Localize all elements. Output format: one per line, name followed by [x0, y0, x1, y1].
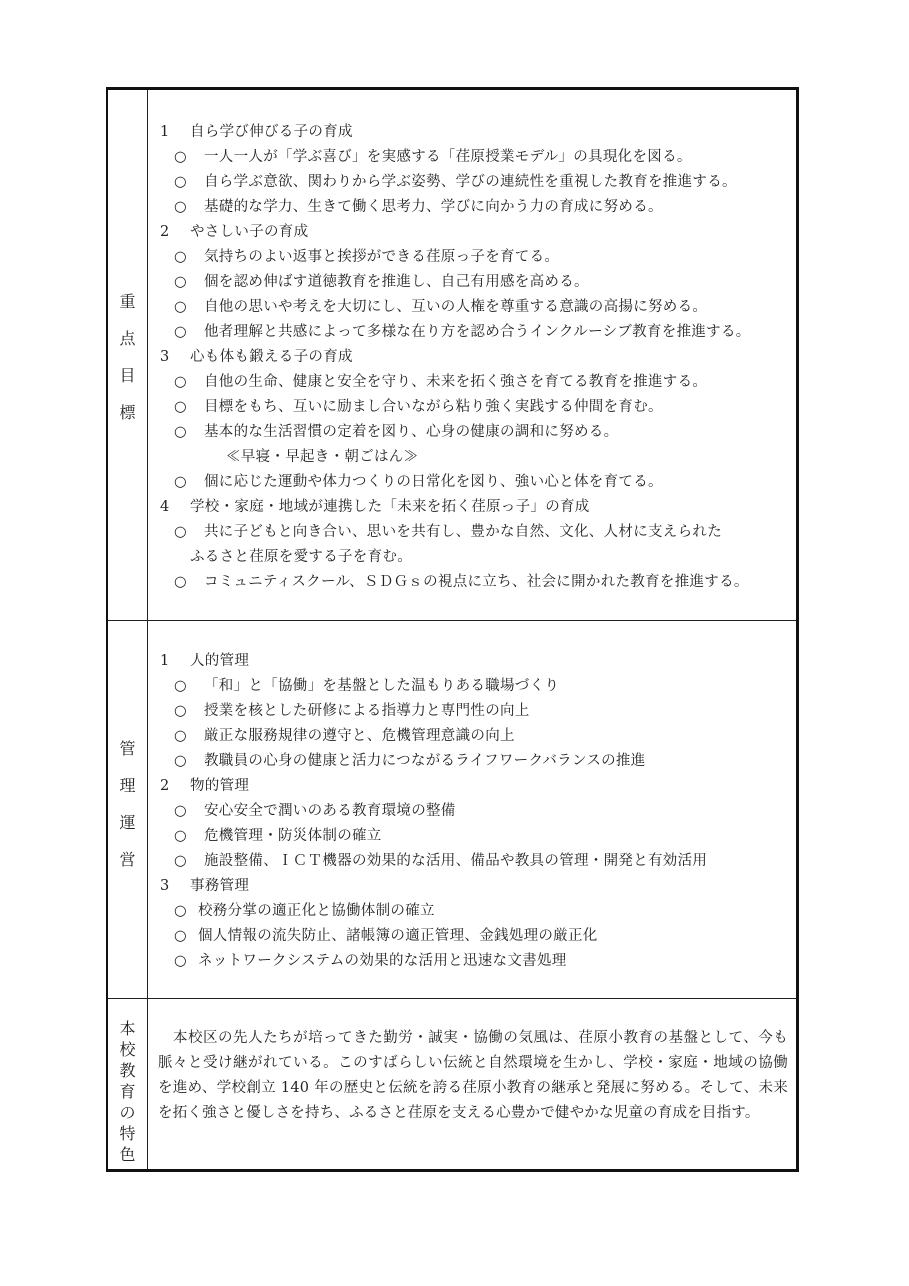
features-content	[148, 998, 796, 1170]
bullet-circle-icon: ○	[174, 728, 187, 744]
features-paragraph: 本校区の先人たちが培ってきた勤労・誠実・協働の気風は、荏原小教育の基盤として、今も脈々と受け継がれている。このすばらしい伝統と自然環境を生かし、学校・家庭・地域の協働を進め、学校創立 140 年の歴史と伝統を誇る荏原小教育の継承と発展に努める。そして、未来を拓く強さと優しさを持ち、ふるさと荏原を支える心豊かで健やかな児童の育成を目指す。	[158, 1030, 788, 1121]
goal-item: ○ 基本的な生活習慣の定着を図り、心身の健康の調和に努める。	[174, 424, 619, 440]
goal-item: ○ 自他の思いや考えを大切にし、互いの人権を尊重する意識の高揚に努める。	[174, 299, 708, 315]
label-char: 校	[119, 1040, 136, 1059]
goal-item: ○ 共に子どもと向き合い、思いを共有し、豊かな自然、文化、人材に支えられた	[174, 524, 722, 540]
bullet-circle-icon: ○	[174, 274, 187, 290]
goals-label-cell	[108, 90, 148, 620]
goals-content	[148, 90, 796, 620]
label-char: 営	[119, 850, 136, 869]
goal-heading-2: 2 やさしい子の育成	[160, 224, 309, 240]
goal-item: ○ 自他の生命、健康と安全を守り、未来を拓く強さを育てる教育を推進する。	[174, 374, 708, 390]
management-item: ○ 安心安全で潤いのある教育環境の整備	[174, 803, 456, 819]
bullet-circle-icon: ○	[174, 199, 187, 215]
goal-item: ○ 一人一人が「学ぶ喜び」を実感する「荏原授業モデル」の具現化を図る。	[174, 149, 692, 165]
goal-item: ○ 目標をもち、互いに励まし合いながら粘り強く実践する仲間を育む。	[174, 399, 663, 415]
bullet-circle-icon: ○	[174, 828, 187, 844]
bullet-circle-icon: ○	[174, 424, 187, 440]
goal-item: ○ 気持ちのよい返事と挨拶ができる荏原っ子を育てる。	[174, 249, 560, 265]
goal-heading-1: 1 自ら学び伸びる子の育成	[160, 124, 353, 140]
management-heading-2: 2 物的管理	[160, 778, 250, 794]
bullet-circle-icon: ○	[174, 678, 187, 694]
bullet-circle-icon: ○	[174, 524, 187, 540]
goal-heading-3: 3 心も体も鍛える子の育成	[160, 349, 353, 365]
management-item: ○ 教職員の心身の健康と活力につながるライフワークバランスの推進	[174, 753, 646, 769]
bullet-circle-icon: ○	[174, 928, 187, 944]
label-char: 教	[119, 1061, 136, 1080]
management-content	[148, 620, 796, 998]
goal-item: ○ 自ら学ぶ意欲、関わりから学ぶ姿勢、学びの連続性を重視した教育を推進する。	[174, 174, 737, 190]
label-char: 管	[119, 739, 136, 758]
label-char: 理	[119, 776, 136, 795]
bullet-circle-icon: ○	[174, 324, 187, 340]
label-char: 本	[119, 1019, 136, 1038]
section-goals	[108, 90, 796, 621]
bullet-circle-icon: ○	[174, 149, 187, 165]
features-label-cell	[108, 998, 148, 1170]
bullet-circle-icon: ○	[174, 474, 187, 490]
bullet-circle-icon: ○	[174, 374, 187, 390]
school-policy-table	[106, 87, 799, 1172]
bullet-circle-icon: ○	[174, 249, 187, 265]
bullet-circle-icon: ○	[174, 399, 187, 415]
label-char: 色	[119, 1145, 136, 1164]
goal-item-note: ≪早寝・早起き・朝ごはん≫	[226, 449, 419, 465]
management-item: ○ 厳正な服務規律の遵守と、危機管理意識の向上	[174, 728, 515, 744]
bullet-circle-icon: ○	[174, 903, 187, 919]
management-heading-3: 3 事務管理	[160, 878, 250, 894]
label-char: 目	[119, 366, 136, 385]
management-item: ○ 個人情報の流失防止、諸帳簿の適正管理、金銭処理の厳正化	[174, 928, 598, 944]
label-char: の	[119, 1103, 136, 1122]
goal-item: ○ 個を認め伸ばす道徳教育を推進し、自己有用感を高める。	[174, 274, 589, 290]
management-item: ○ 授業を核とした研修による指導力と専門性の向上	[174, 703, 530, 719]
section-management	[108, 620, 796, 999]
management-item: ○ ネットワークシステムの効果的な活用と迅速な文書処理	[174, 953, 567, 969]
bullet-circle-icon: ○	[174, 703, 187, 719]
bullet-circle-icon: ○	[174, 953, 187, 969]
bullet-circle-icon: ○	[174, 853, 187, 869]
label-char: 運	[119, 813, 136, 832]
section-features	[108, 998, 796, 1170]
bullet-circle-icon: ○	[174, 574, 187, 590]
management-heading-1: 1 人的管理	[160, 653, 250, 669]
goal-item: ○ コミュニティスクール、ＳＤＧｓの視点に立ち、社会に開かれた教育を推進する。	[174, 574, 749, 590]
goal-item-continuation: ふるさと荏原を愛する子を育む。	[190, 549, 412, 565]
bullet-circle-icon: ○	[174, 299, 187, 315]
goal-item: ○ 他者理解と共感によって多様な在り方を認め合うインクルーシブ教育を推進する。	[174, 324, 751, 340]
management-item: ○ 校務分掌の適正化と協働体制の確立	[174, 903, 435, 919]
management-item: ○ 施設整備、ＩＣＴ機器の効果的な活用、備品や教具の管理・開発と有効活用	[174, 853, 708, 869]
management-item: ○ 「和」と「協働」を基盤とした温もりある職場づくり	[174, 678, 560, 694]
label-char: 特	[119, 1124, 136, 1143]
label-char: 点	[119, 329, 136, 348]
bullet-circle-icon: ○	[174, 753, 187, 769]
goal-item: ○ 個に応じた運動や体力つくりの日常化を図り、強い心と体を育てる。	[174, 474, 663, 490]
management-label-cell	[108, 620, 148, 998]
bullet-circle-icon: ○	[174, 803, 187, 819]
bullet-circle-icon: ○	[174, 174, 187, 190]
management-item: ○ 危機管理・防災体制の確立	[174, 828, 382, 844]
label-char: 標	[119, 403, 136, 422]
label-char: 育	[119, 1082, 136, 1101]
goal-item: ○ 基礎的な学力、生きて働く思考力、学びに向かう力の育成に努める。	[174, 199, 663, 215]
goal-heading-4: 4 学校・家庭・地域が連携した「未来を拓く荏原っ子」の育成	[160, 499, 590, 515]
label-char: 重	[119, 292, 136, 311]
